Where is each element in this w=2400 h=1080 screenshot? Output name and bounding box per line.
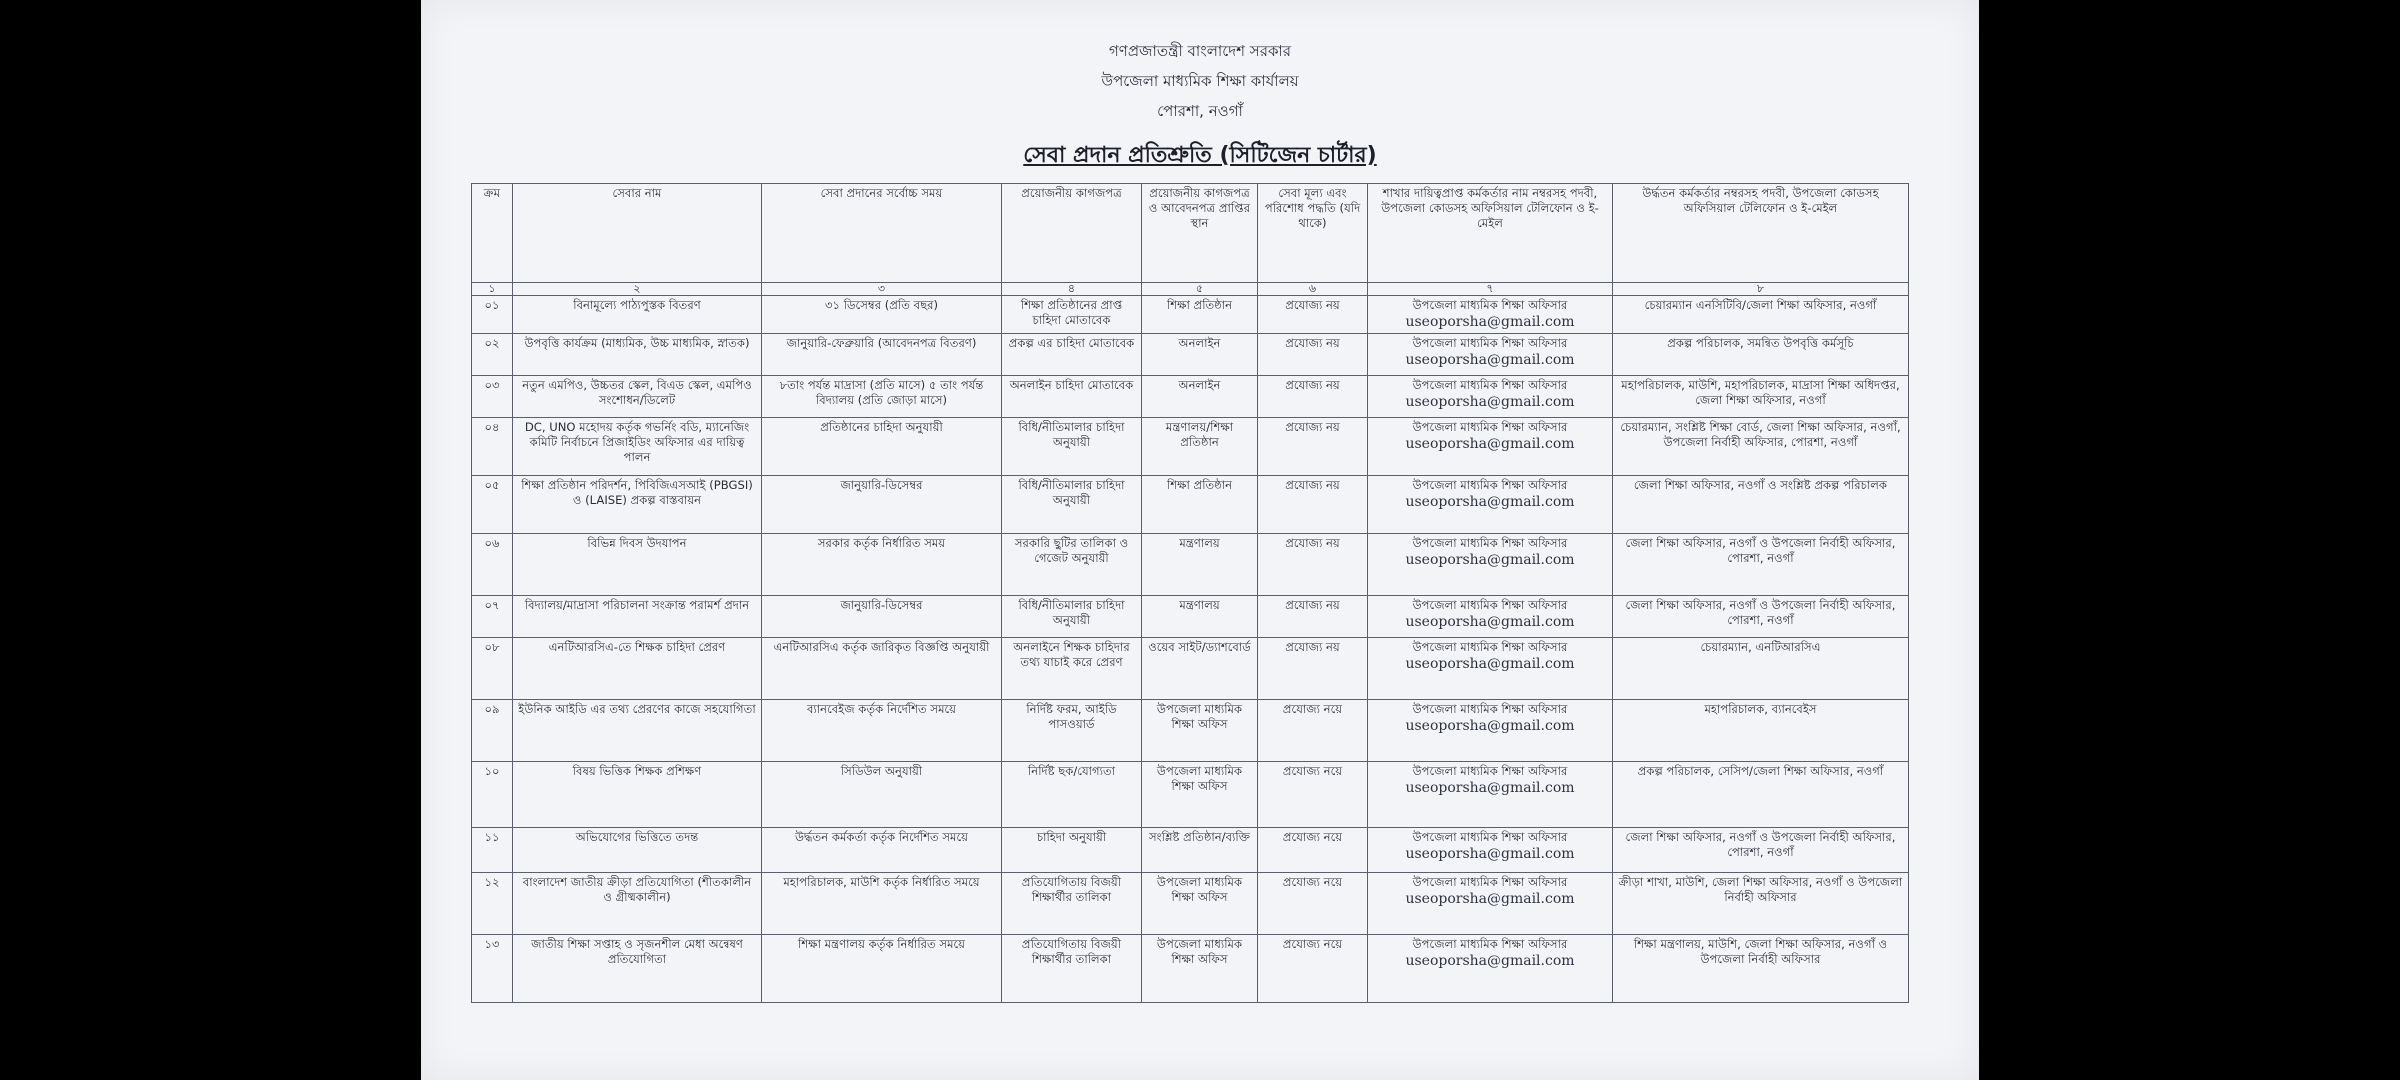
max-time-cell: মহাপরিচালক, মাউশি কর্তৃক নির্ধারিত সময়ে <box>762 873 1002 935</box>
table-row <box>472 334 1909 376</box>
column-header: উর্দ্ধতন কর্মকর্তার নম্বরসহ পদবী, উপজেলা কোডসহ অফিসিয়াল টেলিফোন ও ই-মেইল <box>1613 184 1909 283</box>
required-docs-cell: শিক্ষা প্রতিষ্ঠানের প্রাপ্ত চাহিদা মোতাবেক <box>1002 296 1142 334</box>
docs-place-cell: ওয়েব সাইট/ড্যাশবোর্ড <box>1142 638 1258 700</box>
officer-cell <box>1368 418 1613 476</box>
required-docs-cell: প্রতিযোগিতায় বিজয়ী শিক্ষার্থীর তালিকা <box>1002 935 1142 1003</box>
superior-officer-cell: ক্রীড়া শাখা, মাউশি, জেলা শিক্ষা অফিসার, নওগাঁ ও উপজেলা নির্বাহী অফিসার <box>1613 873 1909 935</box>
max-time-cell: জানুয়ারি-ডিসেম্বর <box>762 476 1002 534</box>
column-number: ৪ <box>1002 283 1142 296</box>
officer-email-link[interactable]: useoporsha@gmail.com <box>1405 614 1575 630</box>
docs-place-cell: উপজেলা মাধ্যমিক শিক্ষা অফিস <box>1142 873 1258 935</box>
officer-email-link[interactable]: useoporsha@gmail.com <box>1405 656 1575 672</box>
header-line-location: পোরশা, নওগাঁ <box>1157 102 1243 120</box>
service-name-cell: DC, UNO মহোদয় কর্তৃক গভর্নিং বডি, ম্যানেজিং কমিটি নির্বাচনে প্রিজাইডিং অফিসার এর দায়িত্ব পালন <box>513 418 762 476</box>
service-fee-cell: প্রযোজ্য নয় <box>1258 334 1368 376</box>
service-fee-cell: প্রযোজ্য নয় <box>1258 418 1368 476</box>
required-docs-cell: প্রতিযোগিতায় বিজয়ী শিক্ষার্থীর তালিকা <box>1002 873 1142 935</box>
column-number: ১ <box>472 283 513 296</box>
service-fee-cell: প্রযোজ্য নয় <box>1258 596 1368 638</box>
column-header: প্রয়োজনীয় কাগজপত্র ও আবেদনপত্র প্রাপ্তির স্থান <box>1142 184 1258 283</box>
serial-cell: ১৩ <box>472 935 513 1003</box>
superior-officer-cell: চেয়ারম্যান এনসিটিবি/জেলা শিক্ষা অফিসার, নওগাঁ <box>1613 296 1909 334</box>
column-number: ৫ <box>1142 283 1258 296</box>
service-fee-cell: প্রযোজ্য নয়ে <box>1258 700 1368 762</box>
required-docs-cell: অনলাইনে শিক্ষক চাহিদার তথ্য যাচাই করে প্রেরণ <box>1002 638 1142 700</box>
officer-cell <box>1368 935 1613 1003</box>
max-time-cell: জানুয়ারি-ডিসেম্বর <box>762 596 1002 638</box>
service-name-cell: বিদ্যালয়/মাদ্রাসা পরিচালনা সংক্রান্ত পরামর্শ প্রদান <box>513 596 762 638</box>
serial-cell: ০১ <box>472 296 513 334</box>
officer-title: উপজেলা মাধ্যমিক শিক্ষা অফিসার <box>1412 640 1568 654</box>
officer-title: উপজেলা মাধ্যমিক শিক্ষা অফিসার <box>1412 875 1568 889</box>
docs-place-cell: শিক্ষা প্রতিষ্ঠান <box>1142 296 1258 334</box>
officer-cell <box>1368 700 1613 762</box>
officer-email-link[interactable]: useoporsha@gmail.com <box>1405 953 1575 969</box>
serial-cell: ০৪ <box>472 418 513 476</box>
docs-place-cell: মন্ত্রণালয় <box>1142 596 1258 638</box>
table-row <box>472 700 1909 762</box>
officer-cell <box>1368 534 1613 596</box>
header-line-office: উপজেলা মাধ্যমিক শিক্ষা কার্যালয় <box>1101 72 1299 90</box>
service-name-cell: বিষয় ভিত্তিক শিক্ষক প্রশিক্ষণ <box>513 762 762 828</box>
max-time-cell: উর্দ্ধতন কর্মকর্তা কর্তৃক নির্দেশিত সময়ে <box>762 828 1002 873</box>
table-row <box>472 418 1909 476</box>
service-fee-cell: প্রযোজ্য নয় <box>1258 376 1368 418</box>
required-docs-cell: নির্দিষ্ট ছক/যোগ্যতা <box>1002 762 1142 828</box>
service-name-cell: শিক্ষা প্রতিষ্ঠান পরিদর্শন, পিবিজিএসআই (PBGSI) ও (LAISE) প্রকল্প বাস্তবায়ন <box>513 476 762 534</box>
required-docs-cell: সরকারি ছুটির তালিকা ও গেজেট অনুযায়ী <box>1002 534 1142 596</box>
officer-cell <box>1368 296 1613 334</box>
service-fee-cell: প্রযোজ্য নয় <box>1258 476 1368 534</box>
officer-email-link[interactable]: useoporsha@gmail.com <box>1405 436 1575 452</box>
table-row <box>472 873 1909 935</box>
docs-place-cell: অনলাইন <box>1142 376 1258 418</box>
required-docs-cell: প্রকল্প এর চাহিদা মোতাবেক <box>1002 334 1142 376</box>
service-name-cell: বিভিন্ন দিবস উদযাপন <box>513 534 762 596</box>
officer-title: উপজেলা মাধ্যমিক শিক্ষা অফিসার <box>1412 830 1568 844</box>
superior-officer-cell: মহাপরিচালক, ব্যানবেইস <box>1613 700 1909 762</box>
max-time-cell: শিক্ষা মন্ত্রণালয় কর্তৃক নির্ধারিত সময়ে <box>762 935 1002 1003</box>
officer-email-link[interactable]: useoporsha@gmail.com <box>1405 394 1575 410</box>
officer-cell <box>1368 596 1613 638</box>
column-header: সেবা মূল্য এবং পরিশোধ পদ্ধতি (যদি থাকে) <box>1258 184 1368 283</box>
required-docs-cell: বিধি/নীতিমালার চাহিদা অনুযায়ী <box>1002 476 1142 534</box>
officer-email-link[interactable]: useoporsha@gmail.com <box>1405 891 1575 907</box>
service-fee-cell: প্রযোজ্য নয়ে <box>1258 935 1368 1003</box>
table-row <box>472 376 1909 418</box>
officer-title: উপজেলা মাধ্যমিক শিক্ষা অফিসার <box>1412 536 1568 550</box>
max-time-cell: এনটিআরসিএ কর্তৃক জারিকৃত বিজ্ঞপ্তি অনুযায়ী <box>762 638 1002 700</box>
officer-title: উপজেলা মাধ্যমিক শিক্ষা অফিসার <box>1412 336 1568 350</box>
officer-cell <box>1368 334 1613 376</box>
officer-title: উপজেলা মাধ্যমিক শিক্ষা অফিসার <box>1412 420 1568 434</box>
service-fee-cell: প্রযোজ্য নয়ে <box>1258 828 1368 873</box>
column-number: ৬ <box>1258 283 1368 296</box>
serial-cell: ১২ <box>472 873 513 935</box>
superior-officer-cell: জেলা শিক্ষা অফিসার, নওগাঁ ও সংশ্লিষ্ট প্রকল্প পরিচালক <box>1613 476 1909 534</box>
service-name-cell: জাতীয় শিক্ষা সপ্তাহ ও সৃজনশীল মেধা অন্বেষণ প্রতিযোগিতা <box>513 935 762 1003</box>
docs-place-cell: উপজেলা মাধ্যমিক শিক্ষা অফিস <box>1142 935 1258 1003</box>
column-header: সেবা প্রদানের সর্বোচ্চ সময় <box>762 184 1002 283</box>
superior-officer-cell: প্রকল্প পরিচালক, সেসিপ/জেলা শিক্ষা অফিসার, নওগাঁ <box>1613 762 1909 828</box>
service-name-cell: নতুন এমপিও, উচ্চতর স্কেল, বিএড স্কেল, এমপিও সংশোধন/ডিলেট <box>513 376 762 418</box>
serial-cell: ০৫ <box>472 476 513 534</box>
superior-officer-cell: জেলা শিক্ষা অফিসার, নওগাঁ ও উপজেলা নির্বাহী অফিসার, পোরশা, নওগাঁ <box>1613 596 1909 638</box>
officer-email-link[interactable]: useoporsha@gmail.com <box>1405 494 1575 510</box>
officer-title: উপজেলা মাধ্যমিক শিক্ষা অফিসার <box>1412 702 1568 716</box>
required-docs-cell: বিধি/নীতিমালার চাহিদা অনুযায়ী <box>1002 418 1142 476</box>
officer-cell <box>1368 873 1613 935</box>
serial-cell: ১১ <box>472 828 513 873</box>
header-line-government: গণপ্রজাতন্ত্রী বাংলাদেশ সরকার <box>1108 42 1292 60</box>
service-name-cell: ইউনিক আইডি এর তথ্য প্রেরণের কাজে সহযোগিতা <box>513 700 762 762</box>
max-time-cell: সরকার কর্তৃক নির্ধারিত সময় <box>762 534 1002 596</box>
officer-cell <box>1368 376 1613 418</box>
column-header: ক্রম <box>472 184 513 283</box>
officer-cell <box>1368 638 1613 700</box>
table-row <box>472 296 1909 334</box>
table-body <box>472 296 1909 1003</box>
service-name-cell: বিনামূল্যে পাঠ্যপুস্তক বিতরণ <box>513 296 762 334</box>
table-row <box>472 534 1909 596</box>
docs-place-cell: সংশ্লিষ্ট প্রতিষ্ঠান/ব্যক্তি <box>1142 828 1258 873</box>
max-time-cell: প্রতিষ্ঠানের চাহিদা অনুযায়ী <box>762 418 1002 476</box>
officer-title: উপজেলা মাধ্যমিক শিক্ষা অফিসার <box>1412 478 1568 492</box>
service-name-cell: অভিযোগের ভিত্তিতে তদন্ত <box>513 828 762 873</box>
superior-officer-cell: জেলা শিক্ষা অফিসার, নওগাঁ ও উপজেলা নির্বাহী অফিসার, পোরশা, নওগাঁ <box>1613 534 1909 596</box>
superior-officer-cell: চেয়ারম্যান, সংশ্লিষ্ট শিক্ষা বোর্ড, জেলা শিক্ষা অফিসার, নওগাঁ, উপজেলা নির্বাহী অফিসার, পোরশা, নওগাঁ <box>1613 418 1909 476</box>
max-time-cell: ব্যানবেইজ কর্তৃক নির্দেশিত সময়ে <box>762 700 1002 762</box>
column-number: ২ <box>513 283 762 296</box>
table-row <box>472 762 1909 828</box>
document-title: সেবা প্রদান প্রতিশ্রুতি (সিটিজেন চার্টার) <box>1023 143 1377 168</box>
column-header: শাখার দায়িত্বপ্রাপ্ত কর্মকর্তার নাম নম্বরসহ পদবী, উপজেলা কোডসহ অফিসিয়াল টেলিফোন ও ই-মেইল <box>1368 184 1613 283</box>
serial-cell: ০২ <box>472 334 513 376</box>
officer-title: উপজেলা মাধ্যমিক শিক্ষা অফিসার <box>1412 378 1568 392</box>
serial-cell: ০৭ <box>472 596 513 638</box>
column-number: ৮ <box>1613 283 1909 296</box>
officer-email-link[interactable]: useoporsha@gmail.com <box>1405 352 1575 368</box>
docs-place-cell: উপজেলা মাধ্যমিক শিক্ষা অফিস <box>1142 700 1258 762</box>
service-fee-cell: প্রযোজ্য নয়ে <box>1258 762 1368 828</box>
required-docs-cell: নির্দিষ্ট ফরম, আইডি পাসওয়ার্ড <box>1002 700 1142 762</box>
table-row <box>472 596 1909 638</box>
serial-cell: ০৮ <box>472 638 513 700</box>
docs-place-cell: মন্ত্রণালয় <box>1142 534 1258 596</box>
table-header-row <box>472 184 1909 283</box>
superior-officer-cell: প্রকল্প পরিচালক, সমন্বিত উপবৃত্তি কর্মসূচি <box>1613 334 1909 376</box>
required-docs-cell: বিধি/নীতিমালার চাহিদা অনুযায়ী <box>1002 596 1142 638</box>
officer-cell <box>1368 828 1613 873</box>
serial-cell: ১০ <box>472 762 513 828</box>
service-fee-cell: প্রযোজ্য নয়ে <box>1258 873 1368 935</box>
document-page <box>421 0 1979 1080</box>
docs-place-cell: অনলাইন <box>1142 334 1258 376</box>
service-fee-cell: প্রযোজ্য নয় <box>1258 534 1368 596</box>
required-docs-cell: চাহিদা অনুযায়ী <box>1002 828 1142 873</box>
service-name-cell: উপবৃত্তি কার্যক্রম (মাধ্যমিক, উচ্চ মাধ্যমিক, স্নাতক) <box>513 334 762 376</box>
superior-officer-cell: শিক্ষা মন্ত্রণালয়, মাউশি, জেলা শিক্ষা অফিসার, নওগাঁ ও উপজেলা নির্বাহী অফিসার <box>1613 935 1909 1003</box>
docs-place-cell: শিক্ষা প্রতিষ্ঠান <box>1142 476 1258 534</box>
table-row <box>472 476 1909 534</box>
officer-email-link[interactable]: useoporsha@gmail.com <box>1405 718 1575 734</box>
max-time-cell: ৮তাং পর্যন্ত মাদ্রাসা (প্রতি মাসে) ৫ তাং পর্যন্ত বিদ্যালয় (প্রতি জোড়া মাসে) <box>762 376 1002 418</box>
serial-cell: ০৩ <box>472 376 513 418</box>
table-row <box>472 935 1909 1003</box>
column-number: ৩ <box>762 283 1002 296</box>
service-fee-cell: প্রযোজ্য নয় <box>1258 296 1368 334</box>
column-number: ৭ <box>1368 283 1613 296</box>
officer-email-link[interactable]: useoporsha@gmail.com <box>1405 552 1575 568</box>
officer-cell <box>1368 762 1613 828</box>
officer-title: উপজেলা মাধ্যমিক শিক্ষা অফিসার <box>1412 298 1568 312</box>
officer-cell <box>1368 476 1613 534</box>
officer-email-link[interactable]: useoporsha@gmail.com <box>1405 846 1575 862</box>
docs-place-cell: উপজেলা মাধ্যমিক শিক্ষা অফিস <box>1142 762 1258 828</box>
service-fee-cell: প্রযোজ্য নয় <box>1258 638 1368 700</box>
officer-title: উপজেলা মাধ্যমিক শিক্ষা অফিসার <box>1412 937 1568 951</box>
service-name-cell: এনটিআরসিএ-তে শিক্ষক চাহিদা প্রেরণ <box>513 638 762 700</box>
table-row <box>472 828 1909 873</box>
serial-cell: ০৬ <box>472 534 513 596</box>
service-name-cell: বাংলাদেশ জাতীয় ক্রীড়া প্রতিযোগিতা (শীতকালীন ও গ্রীষ্মকালীন) <box>513 873 762 935</box>
column-header: প্রয়োজনীয় কাগজপত্র <box>1002 184 1142 283</box>
officer-email-link[interactable]: useoporsha@gmail.com <box>1405 314 1575 330</box>
officer-email-link[interactable]: useoporsha@gmail.com <box>1405 780 1575 796</box>
citizen-charter-table <box>471 183 1909 1003</box>
docs-place-cell: মন্ত্রণালয়/শিক্ষা প্রতিষ্ঠান <box>1142 418 1258 476</box>
max-time-cell: সিডিউল অনুযায়ী <box>762 762 1002 828</box>
column-number-row <box>472 283 1909 296</box>
column-header: সেবার নাম <box>513 184 762 283</box>
required-docs-cell: অনলাইন চাহিদা মোতাবেক <box>1002 376 1142 418</box>
superior-officer-cell: চেয়ারম্যান, এনটিআরসিএ <box>1613 638 1909 700</box>
officer-title: উপজেলা মাধ্যমিক শিক্ষা অফিসার <box>1412 598 1568 612</box>
document-header <box>421 36 1979 126</box>
superior-officer-cell: জেলা শিক্ষা অফিসার, নওগাঁ ও উপজেলা নির্বাহী অফিসার, পোরশা, নওগাঁ <box>1613 828 1909 873</box>
table-row <box>472 638 1909 700</box>
serial-cell: ০৯ <box>472 700 513 762</box>
max-time-cell: ৩১ ডিসেম্বর (প্রতি বছর) <box>762 296 1002 334</box>
superior-officer-cell: মহাপরিচালক, মাউশি, মহাপরিচালক, মাদ্রাসা শিক্ষা অধিদপ্তর, জেলা শিক্ষা অফিসার, নওগাঁ <box>1613 376 1909 418</box>
officer-title: উপজেলা মাধ্যমিক শিক্ষা অফিসার <box>1412 764 1568 778</box>
max-time-cell: জানুয়ারি-ফেব্রুয়ারি (আবেদনপত্র বিতরণ) <box>762 334 1002 376</box>
